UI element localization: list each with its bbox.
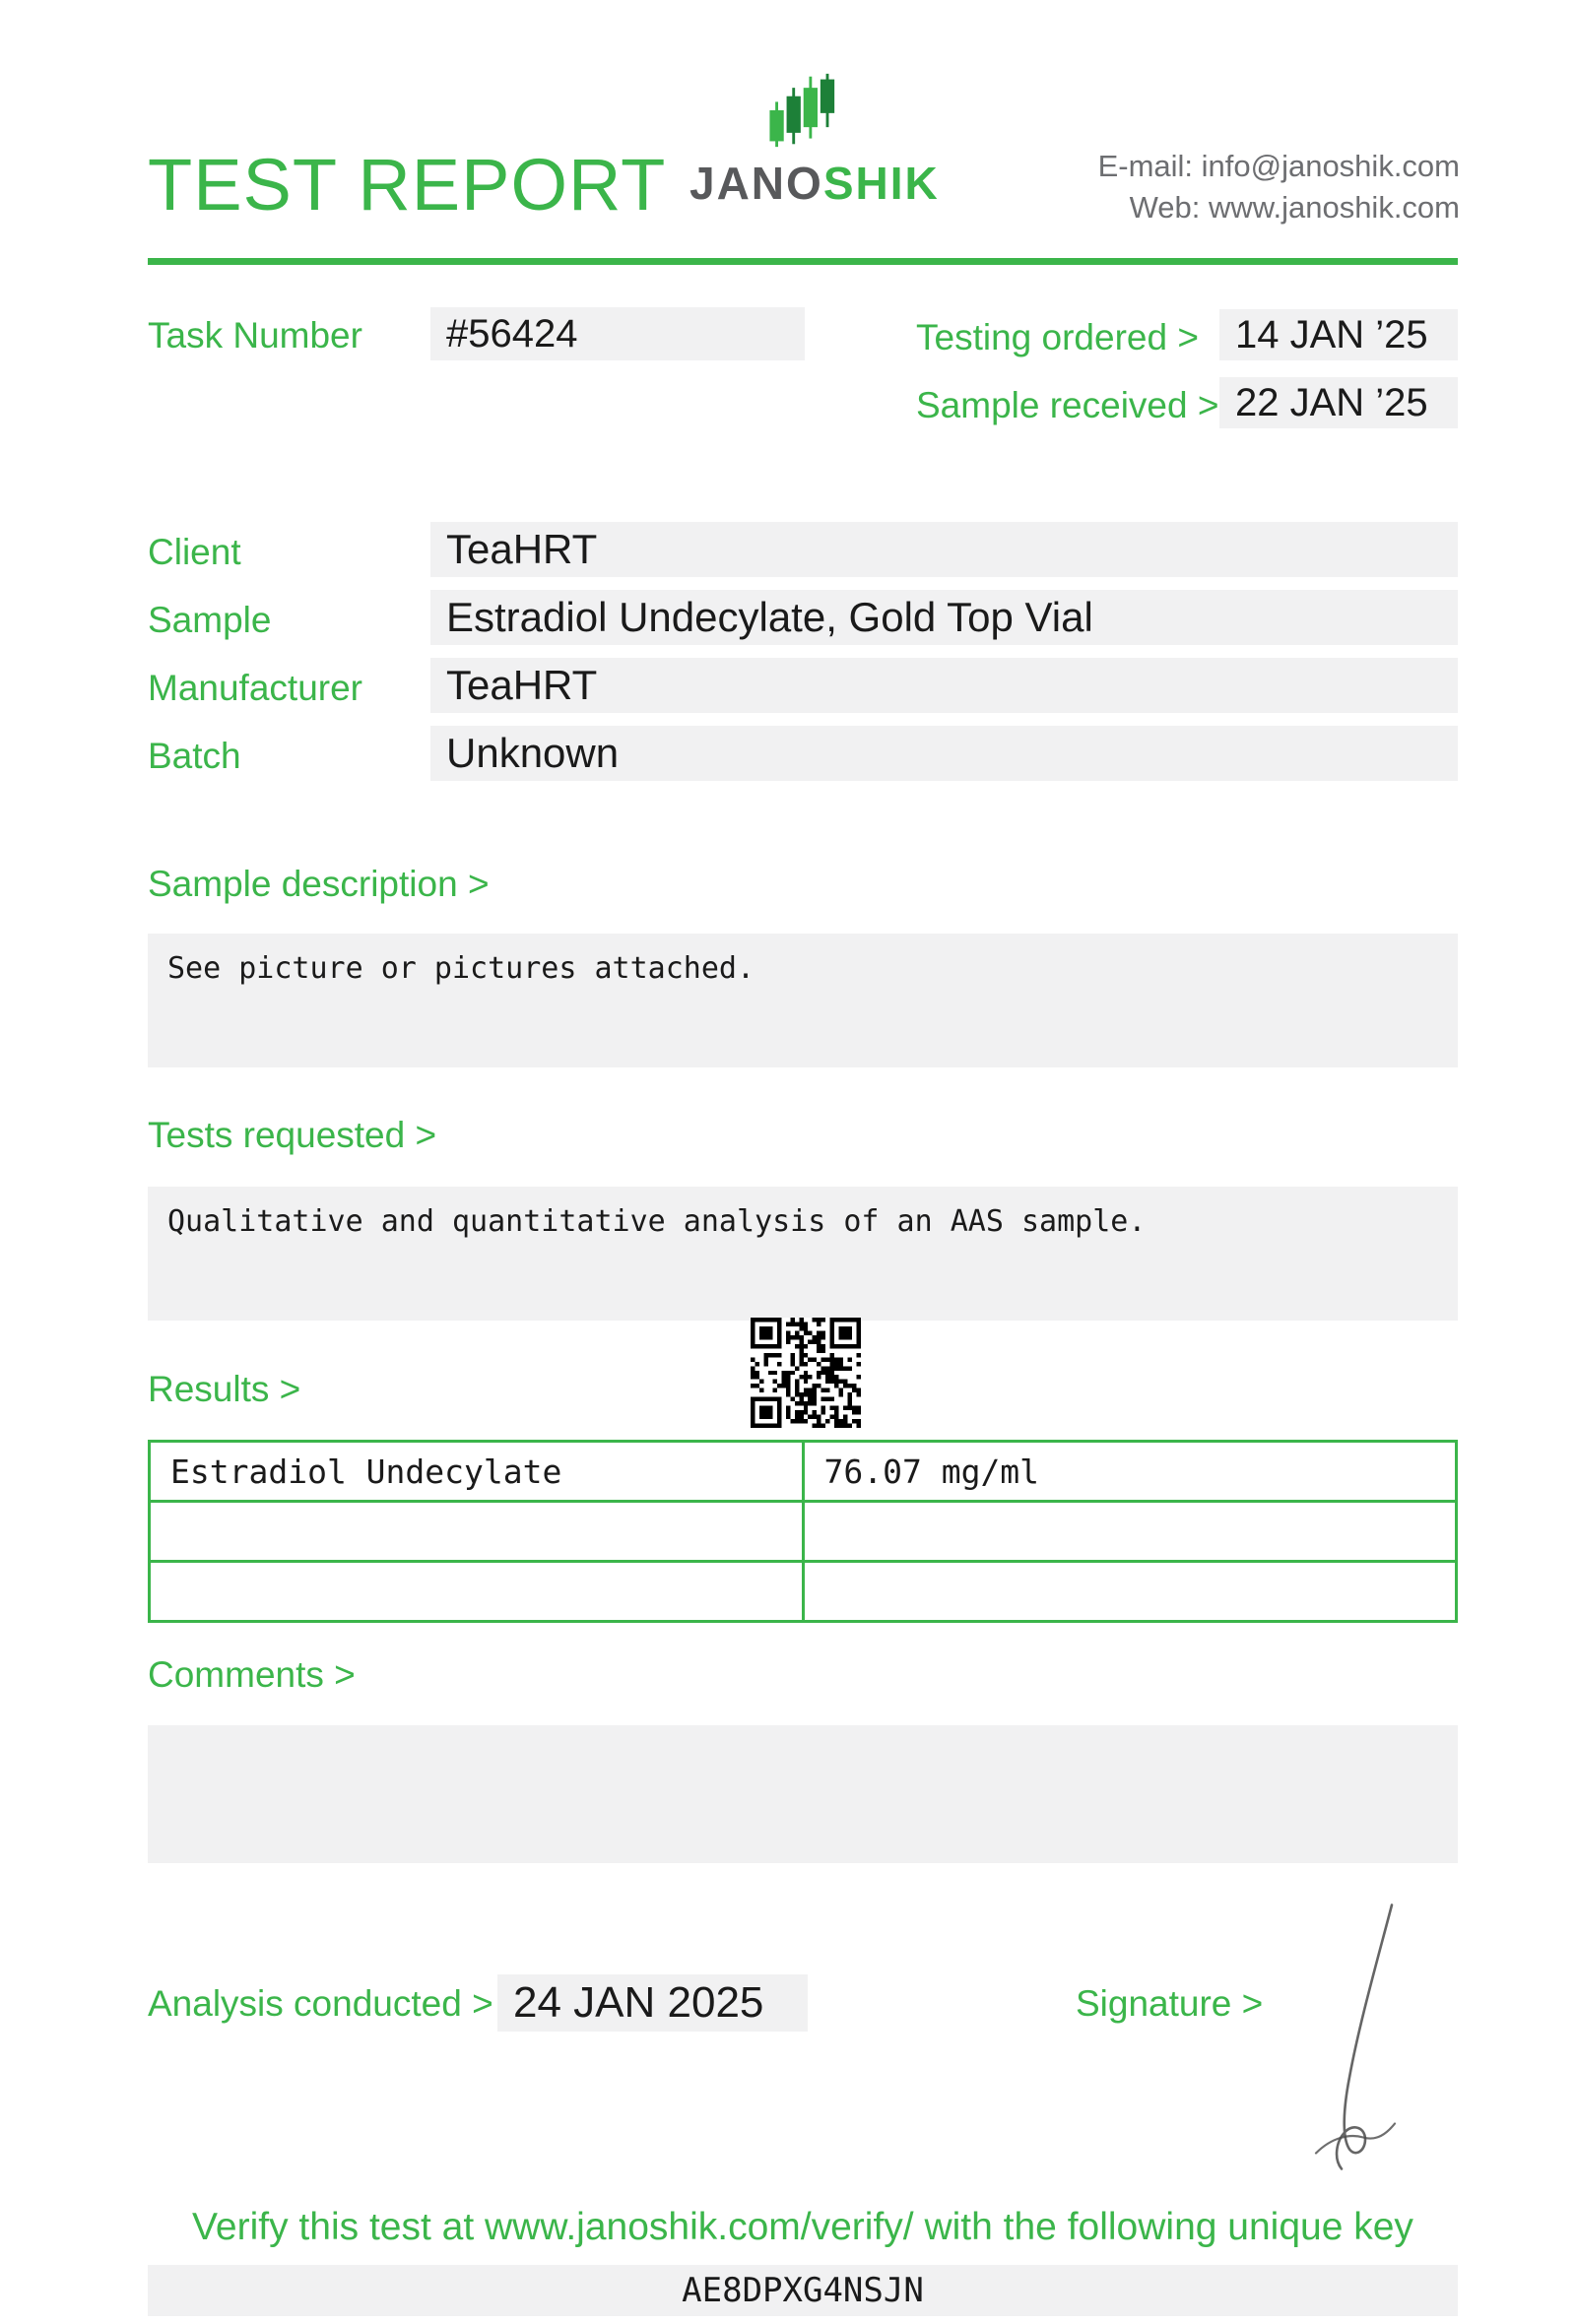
client-value: TeaHRT — [430, 522, 1458, 577]
tests-requested-heading: Tests requested > — [148, 1115, 437, 1155]
analysis-conducted-label: Analysis conducted > — [148, 1983, 493, 2024]
contact-info — [1098, 146, 1460, 228]
result-value-cell: 76.07 mg/ml — [803, 1442, 1457, 1502]
sample-received-value: 22 JAN ’25 — [1219, 377, 1458, 428]
page-title: TEST REPORT — [148, 144, 667, 226]
verify-instruction: Verify this test at www.janoshik.com/verify/ with the following unique key — [192, 2206, 1413, 2248]
batch-label: Batch — [148, 736, 241, 776]
logo-wordmark — [690, 157, 940, 210]
logo-text-jano: JANO — [690, 158, 823, 209]
results-table — [148, 1440, 1458, 1623]
task-number-label: Task Number — [148, 315, 362, 355]
sample-description-heading: Sample description > — [148, 864, 490, 904]
tests-requested-text: Qualitative and quantitative analysis of an AAS sample. — [167, 1204, 1147, 1239]
result-value-cell — [803, 1502, 1457, 1562]
chart-bars-icon — [690, 71, 926, 155]
testing-ordered-label: Testing ordered > — [916, 317, 1199, 357]
tests-requested-box — [148, 1187, 1458, 1321]
comments-box — [148, 1725, 1458, 1863]
result-name-cell — [150, 1562, 804, 1622]
testing-ordered-value: 14 JAN ’25 — [1219, 309, 1458, 360]
signature-image — [1298, 1893, 1402, 2193]
sample-value: Estradiol Undecylate, Gold Top Vial — [430, 590, 1458, 645]
task-number-value: #56424 — [430, 307, 805, 360]
sample-description-text: See picture or pictures attached. — [167, 951, 755, 986]
table-row — [150, 1502, 1457, 1562]
batch-value: Unknown — [430, 726, 1458, 781]
analysis-date-value: 24 JAN 2025 — [497, 1974, 808, 2032]
logo-text-shik: SHIK — [822, 158, 940, 209]
sample-description-box — [148, 934, 1458, 1067]
janoshik-logo — [690, 71, 940, 210]
verify-key-box — [148, 2265, 1458, 2316]
signature-label: Signature > — [1076, 1983, 1264, 2024]
result-value-cell — [803, 1562, 1457, 1622]
result-name-cell: Estradiol Undecylate — [150, 1442, 804, 1502]
manufacturer-label: Manufacturer — [148, 668, 362, 708]
header-divider — [148, 258, 1458, 265]
qr-code — [751, 1318, 861, 1428]
table-row — [150, 1442, 1457, 1502]
table-row — [150, 1562, 1457, 1622]
sample-label: Sample — [148, 600, 272, 640]
verify-key: AE8DPXG4NSJN — [682, 2271, 924, 2310]
sample-received-label: Sample received > — [916, 385, 1219, 425]
manufacturer-value: TeaHRT — [430, 658, 1458, 713]
results-heading: Results > — [148, 1369, 301, 1409]
contact-web: Web: www.janoshik.com — [1129, 190, 1460, 225]
comments-heading: Comments > — [148, 1654, 356, 1695]
client-label: Client — [148, 532, 241, 572]
contact-email: E-mail: info@janoshik.com — [1097, 149, 1460, 183]
result-name-cell — [150, 1502, 804, 1562]
